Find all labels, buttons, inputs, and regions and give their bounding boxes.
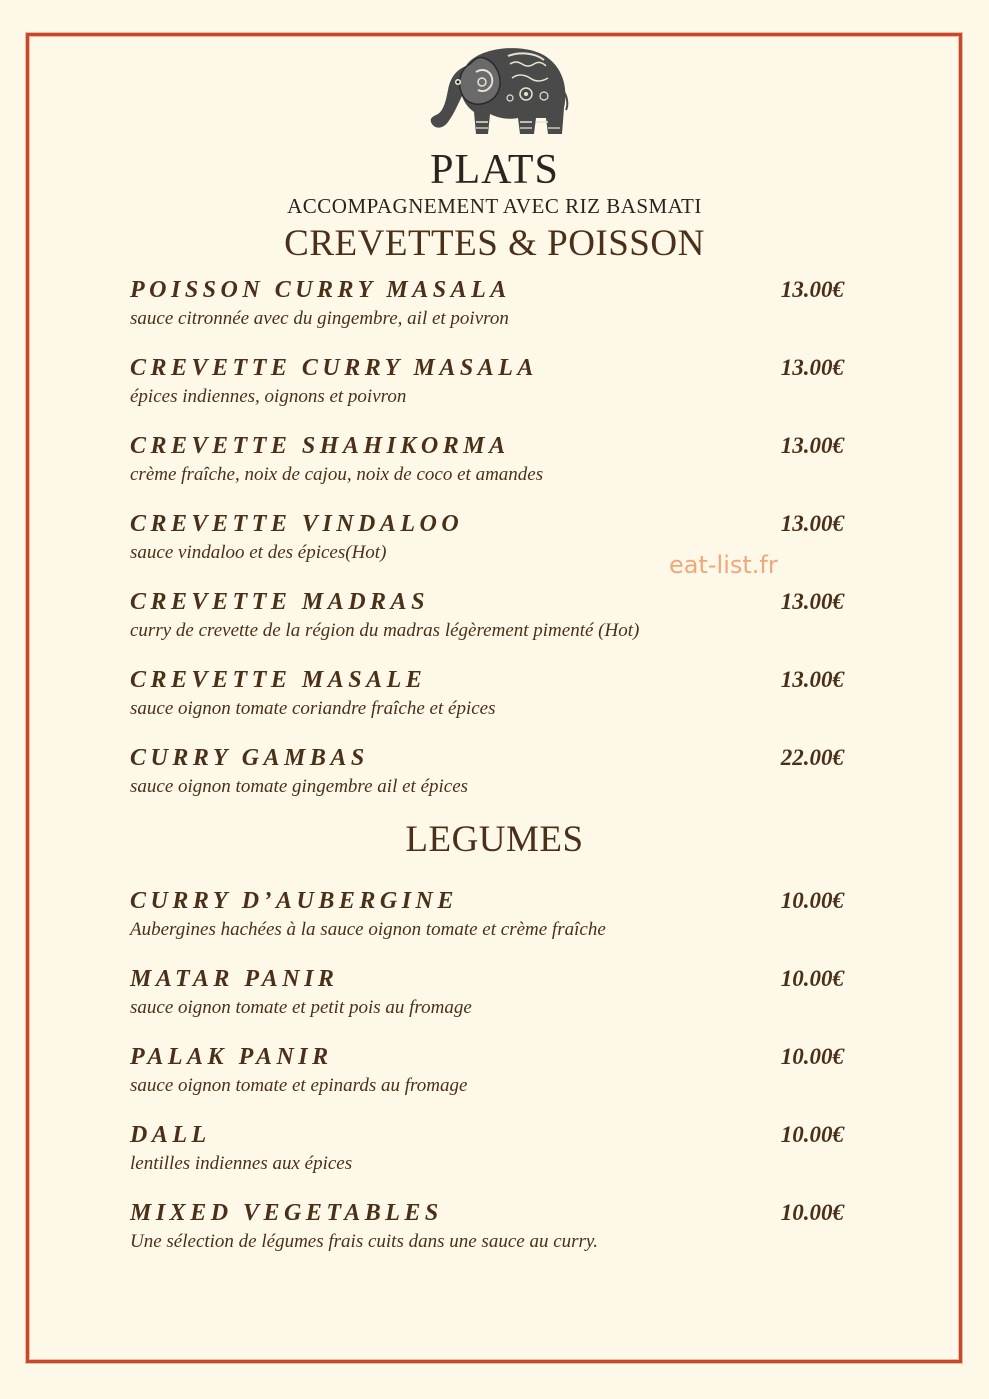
menu-item (130, 1044, 844, 1104)
menu-item (130, 1122, 844, 1182)
item-description: épices indiennes, oignons et poivron (130, 386, 407, 407)
menu-item (130, 1200, 844, 1260)
item-name: CURRY GAMBAS (130, 745, 369, 771)
item-description: sauce oignon tomate coriandre fraîche et épices (130, 698, 496, 719)
item-name: CREVETTE MASALE (130, 667, 427, 693)
item-description: Aubergines hachées à la sauce oignon tomate et crème fraîche (130, 919, 606, 940)
item-price: 13.00€ (780, 433, 844, 458)
item-name: CREVETTE SHAHIKORMA (130, 433, 510, 459)
item-description: Une sélection de légumes frais cuits dans une sauce au curry. (130, 1231, 599, 1252)
menu-item (130, 667, 844, 727)
item-price: 10.00€ (780, 1200, 844, 1225)
menu-item (130, 277, 844, 337)
item-price: 10.00€ (780, 1122, 844, 1147)
menu-item (130, 745, 844, 805)
menu-item (130, 966, 844, 1026)
item-price: 10.00€ (780, 888, 844, 913)
menu-item (130, 589, 844, 649)
section-title-crevettes-poisson: CREVETTES & POISSON (284, 223, 705, 264)
item-name: POISSON CURRY MASALA (130, 277, 511, 303)
item-price: 10.00€ (780, 966, 844, 991)
item-price: 13.00€ (780, 355, 844, 380)
item-description: curry de crevette de la région du madras légèrement pimenté (Hot) (130, 620, 640, 641)
item-price: 13.00€ (780, 667, 844, 692)
item-name: PALAK PANIR (130, 1044, 333, 1070)
item-price: 13.00€ (780, 511, 844, 536)
item-name: CURRY D’AUBERGINE (130, 888, 458, 914)
item-description: sauce oignon tomate et epinards au fromage (130, 1075, 468, 1096)
menu-item (130, 433, 844, 493)
item-name: DALL (130, 1122, 211, 1148)
item-name: MIXED VEGETABLES (130, 1200, 443, 1226)
item-name: CREVETTE VINDALOO (130, 511, 464, 537)
item-description: sauce vindaloo et des épices(Hot) (130, 542, 387, 563)
item-price: 10.00€ (780, 1044, 844, 1069)
item-description: sauce citronnée avec du gingembre, ail et poivron (130, 308, 509, 329)
item-price: 13.00€ (780, 277, 844, 302)
menu-item (130, 355, 844, 415)
page-subtitle: ACCOMPAGNEMENT AVEC RIZ BASMATI (287, 194, 702, 218)
watermark: eat-list.fr (669, 551, 778, 579)
section-title-legumes: LEGUMES (405, 819, 584, 860)
item-description: crème fraîche, noix de cajou, noix de coco et amandes (130, 464, 544, 485)
page-title: PLATS (430, 147, 559, 193)
item-description: lentilles indiennes aux épices (130, 1153, 353, 1174)
elephant-icon (418, 38, 570, 143)
item-price: 13.00€ (780, 589, 844, 614)
item-description: sauce oignon tomate et petit pois au fromage (130, 997, 472, 1018)
menu-item (130, 888, 844, 948)
item-name: CREVETTE CURRY MASALA (130, 355, 538, 381)
item-price: 22.00€ (780, 745, 844, 770)
item-description: sauce oignon tomate gingembre ail et épices (130, 776, 469, 797)
item-name: MATAR PANIR (130, 966, 339, 992)
item-name: CREVETTE MADRAS (130, 589, 429, 615)
